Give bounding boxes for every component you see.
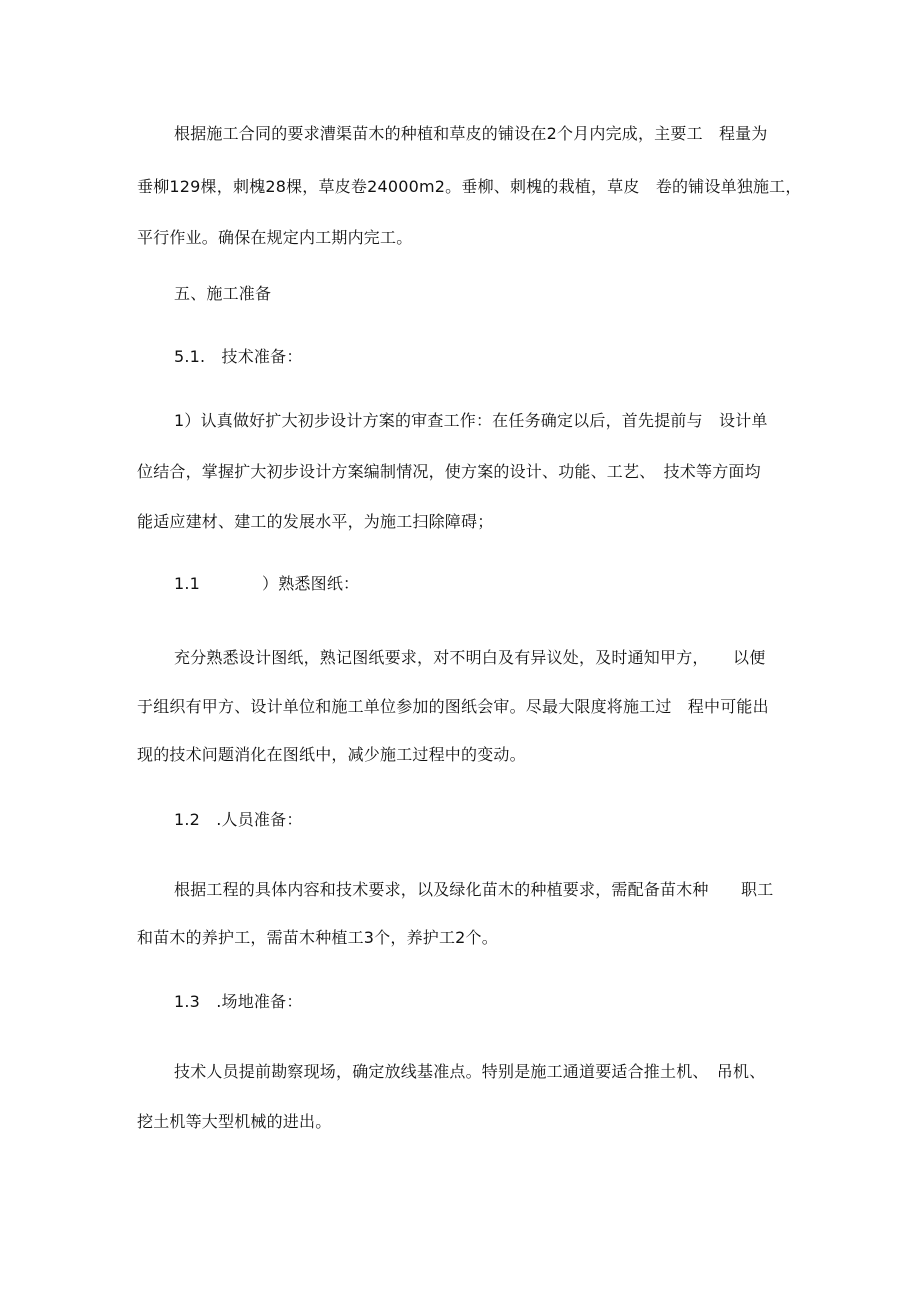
site-paragraph-line-2: 挖土机等大型机械的进出。	[137, 1112, 332, 1131]
site-paragraph-line-1: 技术人员提前勘察现场，确定放线基准点。特别是施工通道要适合推土机、 吊机、	[174, 1062, 766, 1081]
section-1-1-heading	[174, 574, 834, 594]
paragraph-schedule-line-3: 平行作业。确保在规定内工期内完工。	[137, 228, 413, 247]
drawings-paragraph-line-3: 现的技术问题消化在图纸中，减少施工过程中的变动。	[137, 745, 526, 764]
personnel-paragraph-line-2: 和苗木的养护工，需苗木种植工3个，养护工2个。	[137, 928, 498, 947]
paragraph-schedule-line-1: 根据施工合同的要求漕渠苗木的种植和草皮的铺设在2个月内完成，主要工 程量为	[174, 124, 768, 143]
item-1-line-1: 1）认真做好扩大初步设计方案的审查工作：在任务确定以后，首先提前与 设计单	[174, 411, 768, 430]
section-1-2-heading: 1.2 .人员准备：	[174, 810, 303, 829]
section-5-1-heading: 5.1. 技术准备：	[174, 347, 303, 366]
section-1-3-heading: 1.3 .场地准备：	[174, 992, 303, 1011]
item-1-line-3: 能适应建材、建工的发展水平，为施工扫除障碍；	[137, 512, 494, 531]
item-1-line-2: 位结合，掌握扩大初步设计方案编制情况，使方案的设计、功能、工艺、 技术等方面均	[137, 462, 761, 481]
paragraph-schedule-line-2: 垂柳129棵，刺槐28棵，草皮卷24000m2。垂柳、刺槐的栽植，草皮 卷的铺设单独施工，	[137, 177, 802, 196]
section-1-1-title: ）熟悉图纸：	[262, 574, 360, 593]
drawings-paragraph-line-2: 于组织有甲方、设计单位和施工单位参加的图纸会审。尽最大限度将施工过 程中可能出	[137, 697, 769, 716]
drawings-paragraph-line-1: 充分熟悉设计图纸，熟记图纸要求，对不明白及有异议处，及时通知甲方， 以便	[174, 648, 766, 667]
section-1-1-number: 1.1	[174, 574, 201, 593]
personnel-paragraph-line-1: 根据工程的具体内容和技术要求，以及绿化苗木的种植要求，需配备苗木种 职工	[174, 880, 774, 899]
section-5-heading: 五、施工准备	[174, 284, 272, 303]
